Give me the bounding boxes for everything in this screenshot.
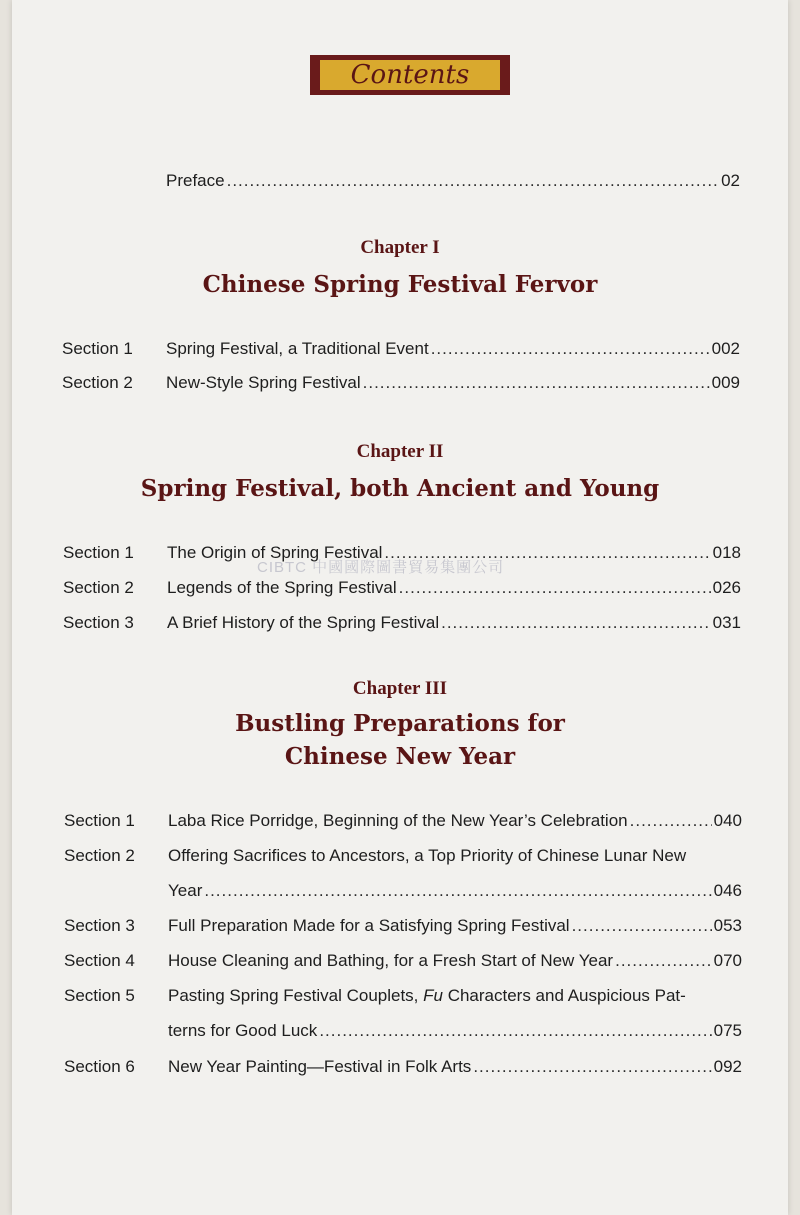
dot-leader bbox=[204, 880, 711, 902]
section-number: Section 6 bbox=[64, 1057, 135, 1076]
section-number: Section 3 bbox=[64, 916, 135, 935]
toc-entry bbox=[62, 338, 740, 362]
toc-entry-preface bbox=[166, 170, 740, 194]
section-number: Section 2 bbox=[62, 373, 133, 392]
section-title: House Cleaning and Bathing, for a Fresh Start of New Year bbox=[168, 951, 614, 970]
section-number: Section 2 bbox=[64, 846, 135, 865]
dot-leader bbox=[399, 577, 711, 599]
chapter-title bbox=[12, 268, 788, 301]
page-number: 002 bbox=[711, 339, 740, 358]
toc-entry bbox=[62, 372, 740, 396]
toc-entry bbox=[64, 810, 742, 834]
page-number: 075 bbox=[713, 1021, 742, 1040]
contents-title-box bbox=[310, 55, 510, 95]
toc-entry bbox=[64, 950, 742, 974]
dot-leader bbox=[630, 810, 712, 832]
toc-line bbox=[167, 577, 741, 599]
section-title-italic: Fu bbox=[423, 986, 443, 1005]
toc-line bbox=[168, 950, 742, 972]
toc-entry bbox=[64, 915, 742, 939]
toc-line bbox=[168, 1020, 742, 1042]
book-page bbox=[12, 0, 788, 1215]
toc-line bbox=[168, 810, 742, 832]
toc-line bbox=[166, 372, 740, 394]
dot-leader bbox=[319, 1020, 711, 1042]
toc-entry bbox=[63, 577, 741, 601]
page-number: 053 bbox=[713, 916, 742, 935]
toc-entry bbox=[64, 985, 742, 1045]
page-number: 031 bbox=[712, 613, 741, 632]
chapter-title-line: Chinese New Year bbox=[284, 743, 516, 770]
dot-leader bbox=[473, 1056, 711, 1078]
dot-leader bbox=[431, 338, 710, 360]
chapter-title-line: Spring Festival, both Ancient and Young bbox=[140, 475, 660, 502]
section-title: Full Preparation Made for a Satisfying Spring Festival bbox=[168, 916, 570, 935]
contents-title: Contents bbox=[320, 60, 500, 90]
section-title-continued: terns for Good Luck bbox=[168, 1021, 318, 1040]
chapter-title bbox=[12, 472, 788, 505]
toc-line bbox=[168, 915, 742, 937]
toc-line bbox=[168, 1056, 742, 1078]
page-number: 092 bbox=[713, 1057, 742, 1076]
chapter-title-line: Bustling Preparations for bbox=[235, 710, 565, 737]
section-number: Section 1 bbox=[63, 543, 134, 562]
chapter-label: Chapter III bbox=[352, 678, 448, 699]
preface-label: Preface bbox=[166, 171, 225, 190]
toc-line bbox=[167, 612, 741, 634]
page-number: 046 bbox=[713, 881, 742, 900]
section-title: Legends of the Spring Festival bbox=[167, 578, 397, 597]
section-number: Section 2 bbox=[63, 578, 134, 597]
toc-entry bbox=[63, 612, 741, 636]
toc-line bbox=[166, 170, 740, 192]
chapter-label: Chapter II bbox=[356, 441, 444, 462]
section-title-continued: Year bbox=[168, 881, 203, 900]
watermark: CIBTC 中國國際圖書貿易集團公司 bbox=[257, 559, 505, 576]
section-number: Section 3 bbox=[63, 613, 134, 632]
toc-line bbox=[166, 338, 740, 360]
chapter-label: Chapter I bbox=[360, 237, 440, 258]
page-number: 018 bbox=[712, 543, 741, 562]
dot-leader bbox=[615, 950, 712, 972]
section-title: New-Style Spring Festival bbox=[166, 373, 361, 392]
section-title: A Brief History of the Spring Festival bbox=[167, 613, 440, 632]
chapter-title-line: Chinese Spring Festival Fervor bbox=[202, 271, 598, 298]
section-number: Section 5 bbox=[64, 986, 135, 1005]
page-number: 070 bbox=[713, 951, 742, 970]
section-title-part: Characters and Auspicious Pat- bbox=[442, 986, 686, 1005]
chapter-title bbox=[12, 707, 788, 773]
toc-entry bbox=[64, 1056, 742, 1080]
dot-leader bbox=[572, 915, 712, 937]
section-title: Offering Sacrifices to Ancestors, a Top Priority of Chinese Lunar New bbox=[168, 846, 687, 865]
section-number: Section 1 bbox=[62, 339, 133, 358]
section-title bbox=[168, 985, 686, 1007]
page-number: 040 bbox=[713, 811, 742, 830]
page-number: 026 bbox=[712, 578, 741, 597]
section-number: Section 1 bbox=[64, 811, 135, 830]
toc-entry bbox=[64, 845, 742, 905]
dot-leader bbox=[227, 170, 719, 192]
toc-line bbox=[168, 880, 742, 902]
section-title: The Origin of Spring Festival bbox=[167, 543, 383, 562]
dot-leader bbox=[441, 612, 711, 634]
section-title-part: Pasting Spring Festival Couplets, bbox=[168, 986, 424, 1005]
page-number: 02 bbox=[721, 171, 740, 190]
section-title: Spring Festival, a Traditional Event bbox=[166, 339, 429, 358]
section-title: Laba Rice Porridge, Beginning of the New Year’s Celebration bbox=[168, 811, 628, 830]
section-number: Section 4 bbox=[64, 951, 135, 970]
page-number: 009 bbox=[711, 373, 740, 392]
section-title: New Year Painting—Festival in Folk Arts bbox=[168, 1057, 472, 1076]
dot-leader bbox=[363, 372, 710, 394]
